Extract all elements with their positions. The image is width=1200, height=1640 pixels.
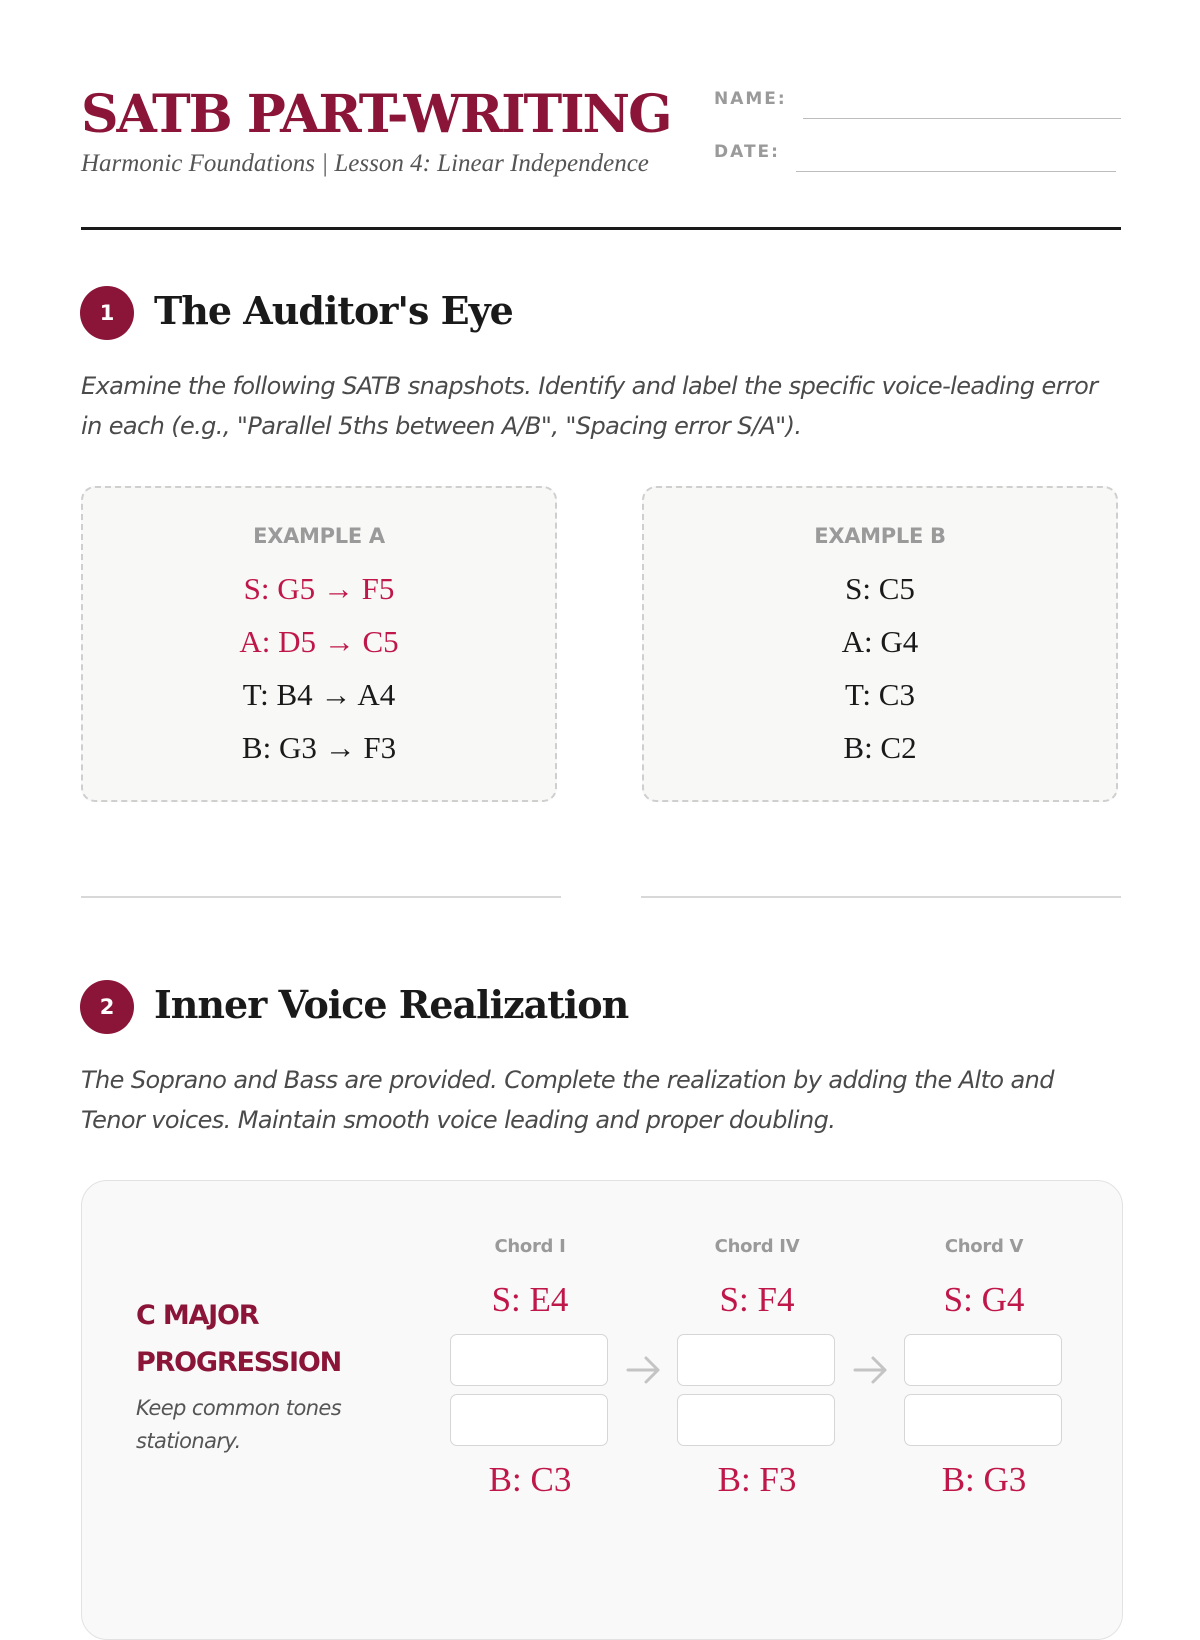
name-field-line[interactable]	[803, 118, 1121, 119]
chord-3-bass: B: G3	[941, 1460, 1027, 1499]
chord-2-bass: B: F3	[717, 1460, 797, 1499]
chord-1-bass: B: C3	[488, 1460, 572, 1499]
worksheet-title: SATB PART-WRITING	[81, 84, 671, 145]
example-a-box	[81, 486, 557, 802]
example-b-soprano: S: C5	[845, 571, 915, 606]
chord-1-label: Chord I	[494, 1236, 566, 1257]
chord-3-soprano: S: G4	[943, 1280, 1025, 1319]
section-2-instructions: The Soprano and Bass are provided. Complete the realization by adding the Alto and Tenor voices. Maintain smooth voice leading and proper doubling.	[81, 1066, 1054, 1134]
chord-3-label: Chord V	[944, 1236, 1024, 1257]
chord-2-label: Chord IV	[714, 1236, 800, 1257]
example-b-bass: B: C2	[843, 730, 917, 765]
section-1-instructions: Examine the following SATB snapshots. Identify and label the specific voice-leading error in each (e.g., "Parallel 5ths between A/B", "Spacing error S/A").	[81, 372, 1098, 440]
chord-2-alto-input[interactable]	[677, 1334, 835, 1386]
date-label: DATE:	[714, 142, 780, 162]
example-a-bass: B: G3 → F3	[241, 730, 397, 765]
arrow-right-icon	[624, 1350, 664, 1390]
example-a-tenor: T: B4 → A4	[242, 677, 396, 712]
header-divider	[81, 227, 1121, 230]
chord-1-tenor-input[interactable]	[450, 1394, 608, 1446]
section-1-badge: 1	[80, 286, 134, 340]
example-b-box	[642, 486, 1118, 802]
chord-1-alto-input[interactable]	[450, 1334, 608, 1386]
example-a-soprano: S: G5 → F5	[243, 571, 395, 606]
date-field-line[interactable]	[796, 171, 1116, 172]
progression-note: Keep common tones stationary.	[136, 1396, 342, 1453]
example-a-alto: A: D5 → C5	[239, 624, 399, 659]
section-2-badge: 2	[80, 980, 134, 1034]
name-label: NAME:	[714, 89, 787, 109]
example-b-alto: A: G4	[841, 624, 919, 659]
chord-2-soprano: S: F4	[719, 1280, 795, 1319]
chord-3-tenor-input[interactable]	[904, 1394, 1062, 1446]
arrow-right-icon	[851, 1350, 891, 1390]
chord-3-alto-input[interactable]	[904, 1334, 1062, 1386]
example-b-title: EXAMPLE B	[814, 524, 946, 548]
example-a-title: EXAMPLE A	[253, 524, 385, 548]
chord-2-tenor-input[interactable]	[677, 1394, 835, 1446]
worksheet-subtitle: Harmonic Foundations | Lesson 4: Linear Independence	[81, 150, 649, 177]
chord-1-soprano: S: E4	[491, 1280, 569, 1319]
example-b-tenor: T: C3	[845, 677, 915, 712]
example-a-answer-line[interactable]	[81, 896, 561, 898]
section-2-title: Inner Voice Realization	[154, 982, 629, 1027]
section-1-title: The Auditor's Eye	[154, 288, 513, 333]
example-b-answer-line[interactable]	[641, 896, 1121, 898]
progression-title: C MAJOR PROGRESSION	[136, 1300, 342, 1378]
